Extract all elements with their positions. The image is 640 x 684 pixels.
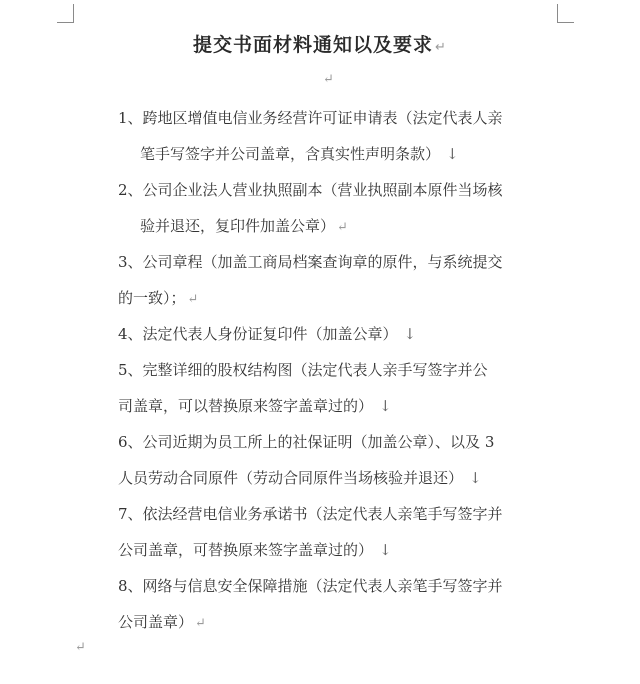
list-item-2-text: 验并退还，复印件加盖公章） [140,217,336,235]
title-text: 提交书面材料通知以及要求 [193,34,434,56]
list-item-3-line-1: 3、公司章程（加盖工商局档案查询章的原件，与系统提交 [118,253,503,271]
list-item-6-line-1: 6、公司近期为员工所上的社保证明（加盖公章）、以及 3 [118,433,495,451]
list-item-4-line-1 [118,316,558,352]
paragraph-mark-icon: ↵ [195,616,206,631]
list-item-1-line-1: 1、跨地区增值电信业务经营许可证申请表（法定代表人亲 [118,109,503,127]
page-corner-top-right [557,4,574,23]
list-item-1-line-2 [118,136,558,172]
list-item-8-text: 公司盖章） [118,613,194,631]
list-item-5-line-2 [118,388,558,424]
line-break-icon: ↓ [403,325,417,343]
line-break-icon: ↓ [446,145,459,163]
paragraph-mark-icon: ↵ [337,220,348,235]
list-item-5-line-1: 5、完整详细的股权结构图（法定代表人亲手写签字并公 [118,361,488,379]
list-item-7-text: 公司盖章，可替换原来签字盖章过的） [118,541,374,559]
document-title [0,30,640,57]
empty-paragraph-mark-icon: ↵ [323,72,334,87]
list-item-6-text: 人员劳动合同原件（劳动合同原件当场核验并退还） [118,469,464,487]
paragraph-mark-icon: ↵ [435,40,447,55]
list-item-1-text: 笔手写签字并公司盖章，含真实性声明条款） [140,145,441,163]
list-item-2-line-2 [118,208,558,244]
list-item-3-line-2 [118,280,558,316]
line-break-icon: ↓ [379,541,392,559]
list-item-5-text: 司盖章，可以替换原来签字盖章过的） [118,397,374,415]
requirements-list [118,100,558,640]
list-item-6-line-2 [118,460,558,496]
list-item-2-line-1: 2、公司企业法人营业执照副本（营业执照副本原件当场核 [118,181,503,199]
list-item-8-line-2 [118,604,558,640]
list-item-3-text: 的一致）； [118,289,186,307]
list-item-7-line-2 [118,532,558,568]
line-break-icon: ↓ [379,397,392,415]
list-item-8-line-1: 8、网络与信息安全保障措施（法定代表人亲笔手写签字并 [118,577,503,595]
end-paragraph-mark-icon: ↵ [75,640,86,655]
paragraph-mark-icon: ↵ [187,292,199,307]
page-corner-top-left [57,4,74,23]
line-break-icon: ↓ [469,469,482,487]
list-item-7-line-1: 7、依法经营电信业务承诺书（法定代表人亲笔手写签字并 [118,505,503,523]
list-item-4-text: 4、法定代表人身份证复印件（加盖公章） [118,325,398,343]
